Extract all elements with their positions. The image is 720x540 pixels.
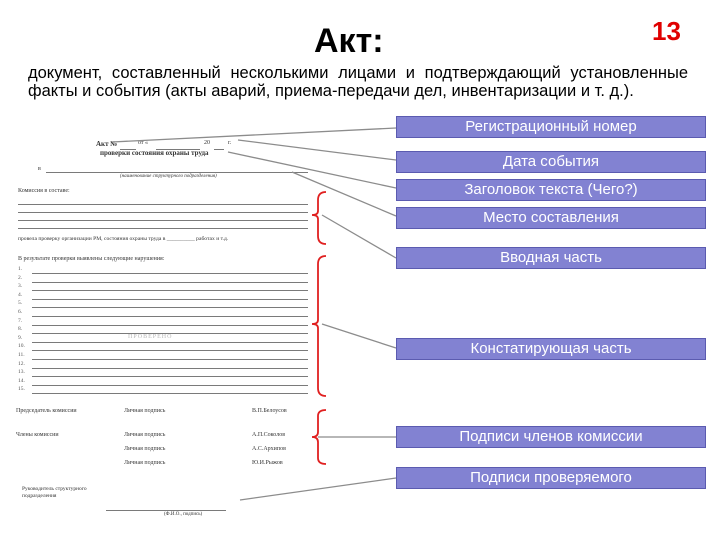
label-inspected-signature: Подписи проверяемого [396, 467, 706, 489]
violation-number: 15. [18, 386, 25, 393]
violation-number: 3. [18, 283, 23, 290]
chairman-name: В.П.Белоусов [252, 408, 287, 414]
violation-line [32, 393, 308, 394]
violation-number: 12. [18, 360, 25, 367]
arrow-body [322, 324, 396, 348]
violation-number: 7. [18, 317, 23, 324]
violation-line [32, 376, 308, 377]
violation-number: 1. [18, 266, 23, 272]
arrow-intro [322, 215, 396, 258]
act-date-year: 20 [204, 140, 210, 146]
commission-label: Комиссия в составе: [18, 188, 70, 194]
fio-hint: (Ф.И.О., подпись) [164, 512, 203, 517]
label-intro-part: Вводная часть [396, 247, 706, 269]
inspected-label: Руководитель структурного подразделения [22, 486, 87, 499]
violation-number: 5. [18, 300, 23, 307]
violation-line [32, 342, 308, 343]
violation-line [32, 350, 308, 351]
violation-number: 4. [18, 291, 23, 298]
violation-line [32, 316, 308, 317]
label-registration-number: Регистрационный номер [396, 116, 706, 138]
violation-number: 2. [18, 274, 23, 281]
member-signature: Личная подпись [124, 432, 166, 438]
violation-number: 8. [18, 326, 23, 333]
member-name: А.П.Соколов [252, 432, 286, 438]
act-date-from: от « [138, 140, 149, 146]
slide-number: 13 [652, 16, 681, 46]
act-heading: проверки состояния охраны труда [100, 149, 209, 157]
place-hint: (наименование структурного подразделения) [120, 174, 217, 179]
violation-line [32, 325, 308, 326]
chairman-signature: Личная подпись [124, 408, 166, 414]
label-member-signatures: Подписи членов комиссии [396, 426, 706, 448]
slide-title: Акт: [314, 22, 384, 60]
violation-number: 13. [18, 369, 25, 376]
intro-text: провела проверку организации РМ, состояния охраны труда в __________ работах и т.д. [18, 236, 229, 242]
violation-line [32, 368, 308, 369]
members-label: Члены комиссии [16, 432, 59, 438]
violation-number: 11. [18, 352, 25, 358]
stamp-text: ПРОВЕРЕНО [128, 334, 173, 340]
violation-line [32, 359, 308, 360]
member-signature: Личная подпись [124, 460, 166, 466]
label-statement-part: Констатирующая часть [396, 338, 706, 360]
violation-line [32, 273, 308, 274]
member-signature: Личная подпись [124, 446, 166, 452]
violation-number: 9. [18, 334, 23, 341]
violation-line [32, 282, 308, 283]
violation-line [32, 385, 308, 386]
violation-line [32, 290, 308, 291]
violation-number: 10. [18, 343, 25, 350]
results-label: В результате проверки выявлены следующие нарушения: [18, 256, 165, 262]
label-text-heading: Заголовок текста (Чего?) [396, 179, 706, 201]
chairman-label: Председатель комиссии [16, 408, 77, 414]
member-name: Ю.И.Рыжов [252, 460, 283, 466]
violation-number: 6. [18, 309, 23, 315]
violation-line [32, 307, 308, 308]
label-place: Место составления [396, 207, 706, 229]
place-prefix: в [38, 166, 41, 172]
definition-text: документ, составленный несколькими лицами и подтверждающий установленные факты и события (акты аварий, приема-передачи дел, инвентаризации и т. д.). [28, 64, 688, 100]
act-date-suffix: г. [228, 140, 232, 146]
violation-number: 14. [18, 377, 25, 384]
act-number-label: Акт № [96, 140, 118, 148]
label-event-date: Дата события [396, 151, 706, 173]
member-name: А.С.Архипов [252, 446, 286, 452]
violation-line [32, 299, 308, 300]
act-form-image [8, 126, 330, 522]
